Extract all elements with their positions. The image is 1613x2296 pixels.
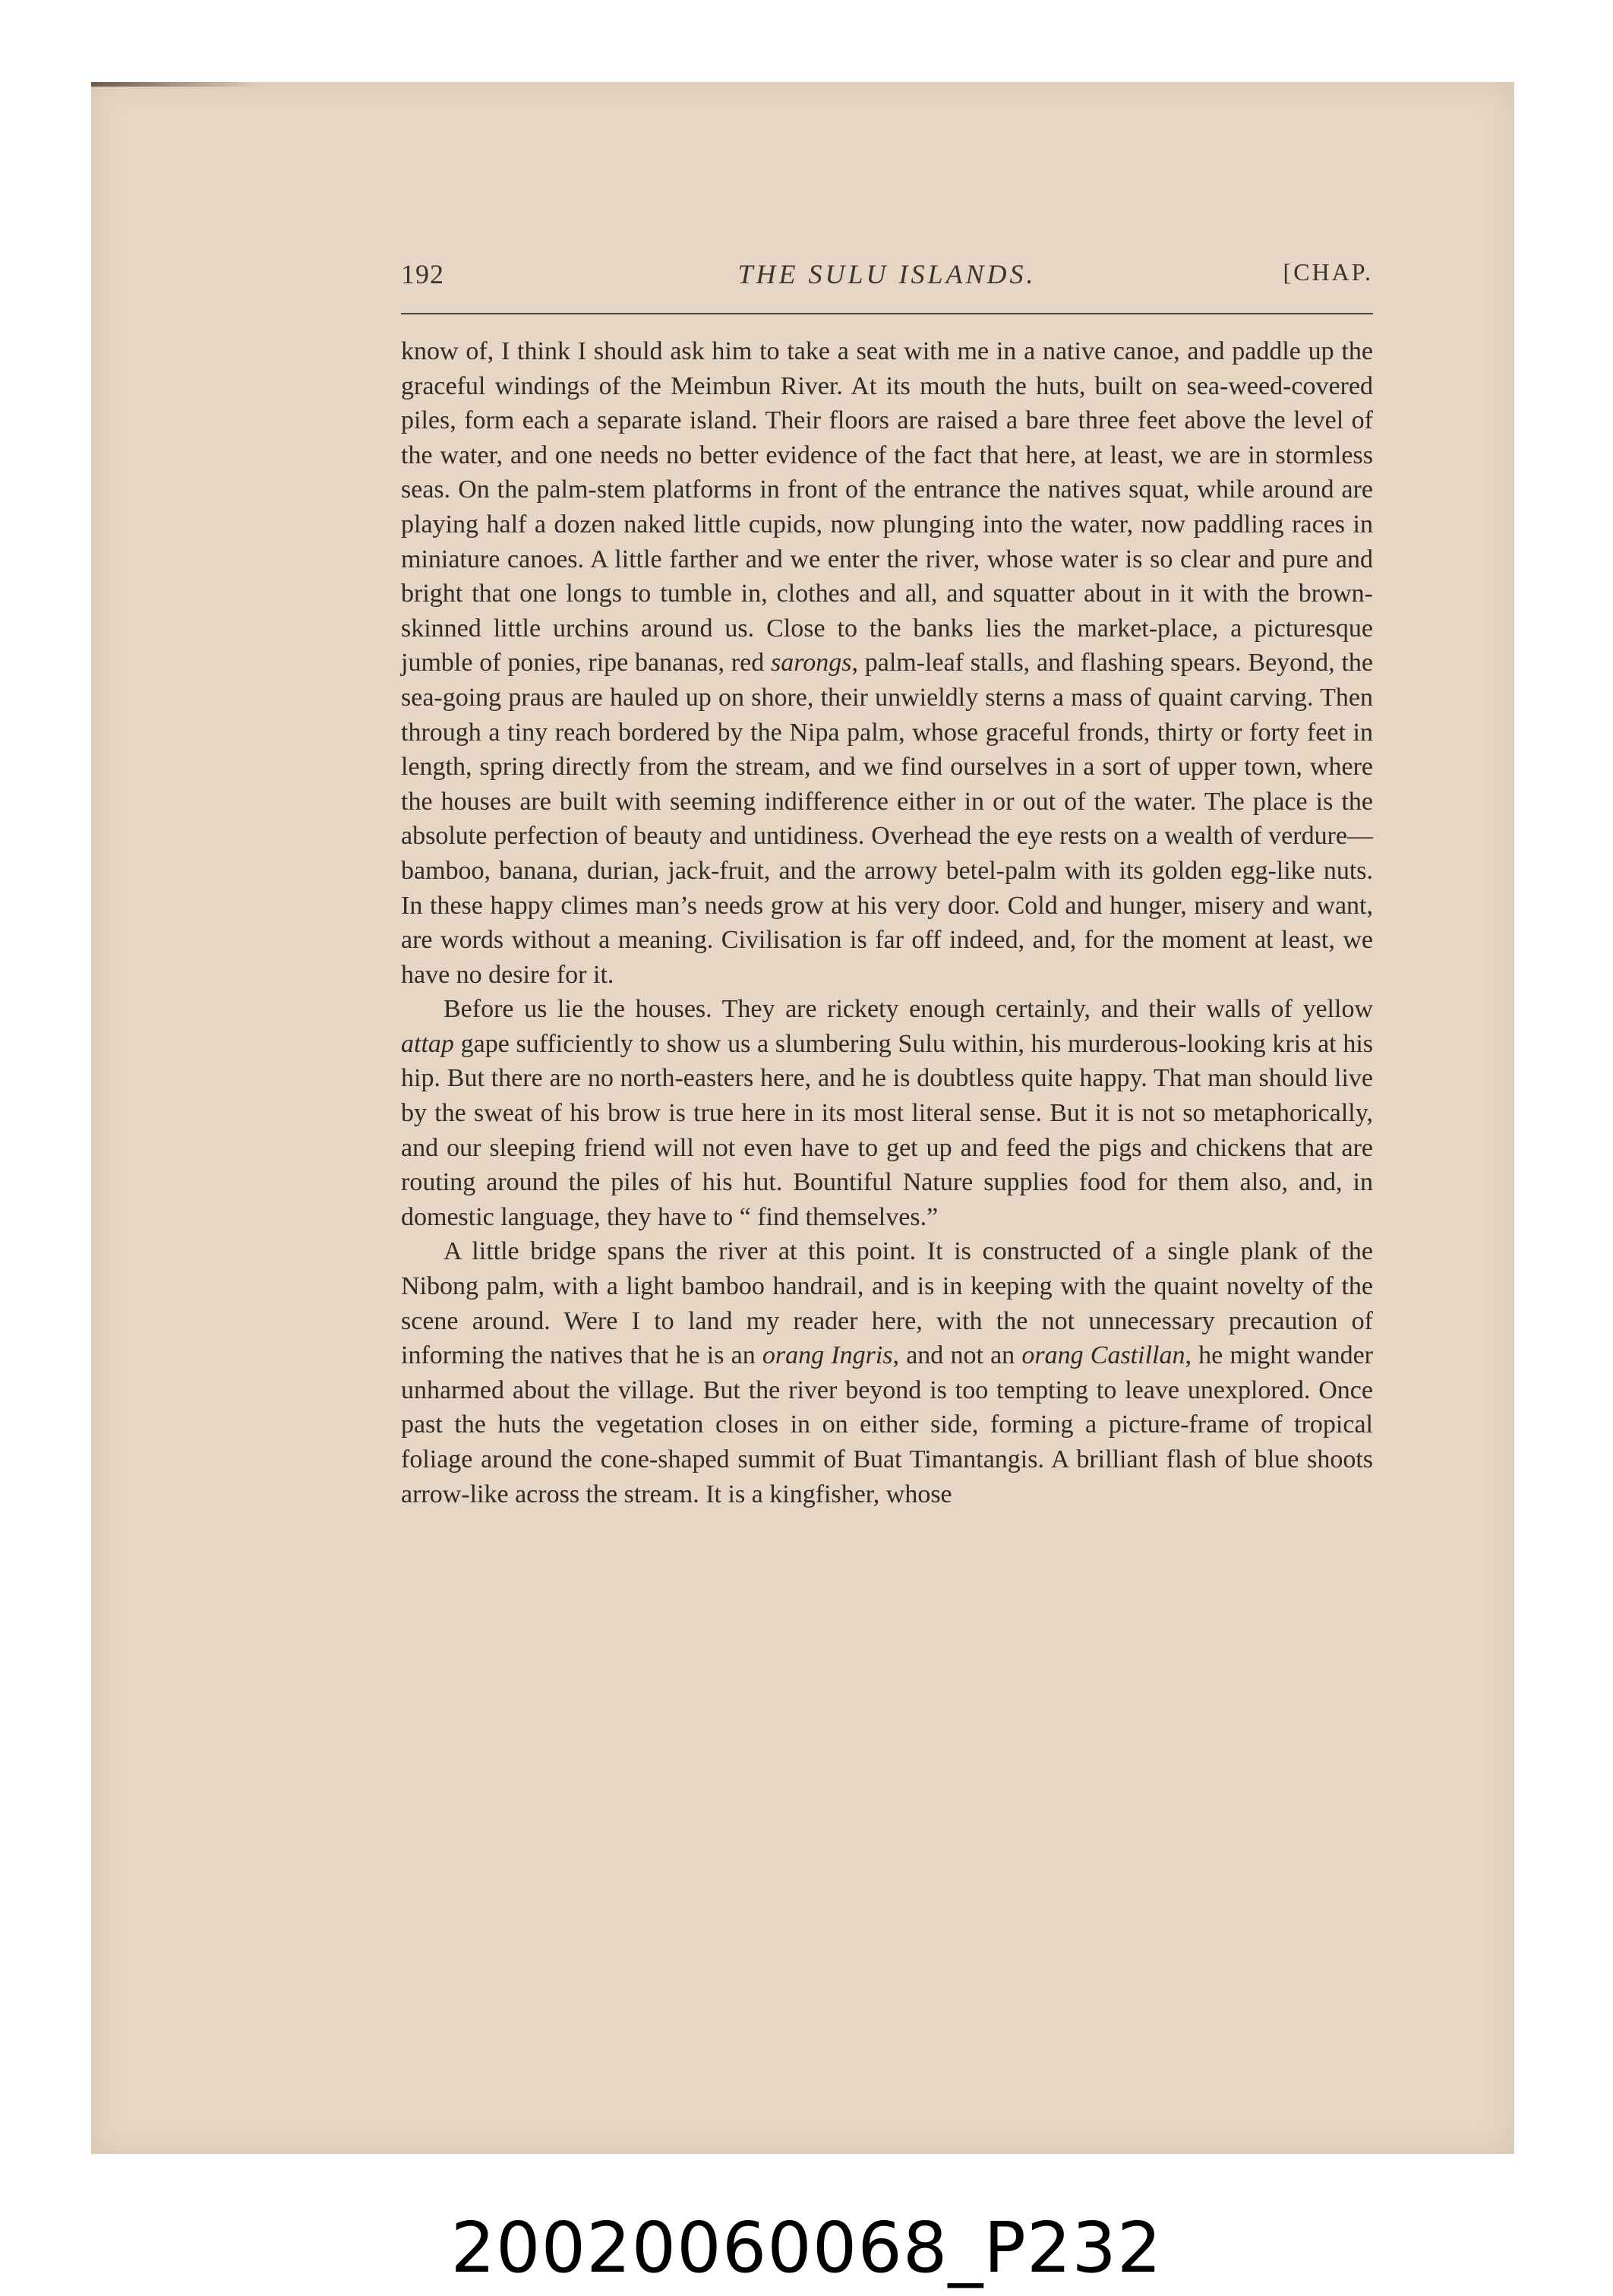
italic-term: sarongs xyxy=(771,649,852,677)
paragraph xyxy=(401,992,1373,1234)
scan-edge-shadow xyxy=(91,82,258,87)
header-rule xyxy=(401,313,1373,314)
paragraph-text: , palm-leaf stalls, and flashing spears. Beyond, the sea-going praus are hauled up on shore, their unwieldly sterns a mass of quaint carving. Then through a tiny reach bordered by the Nipa palm, whose graceful fronds, thirty or forty feet in length, spring directly from the stream, and we find ourselves in a sort of upper town, where the houses are built with seeming indifference either in or out of the water. The place is the absolute perfection of beauty and untidiness. Overhead the eye rests on a wealth of verdure—bamboo, banana, durian, jack-fruit, and the arrowy betel-palm with its golden egg-like nuts. In these happy climes man’s needs grow at his very door. Cold and hunger, misery and want, are words without a meaning. Civilisation is far off indeed, and, for the moment at least, we have no desire for it. xyxy=(401,649,1373,989)
paragraph-text: gape sufficiently to show us a slumbering Sulu within, his murderous-looking kris at his hip. But there are no north-easters here, and he is doubtless quite happy. That man should live by the sweat of his brow is true here in its most literal sense. But it is not so metaphorically, and our sleeping friend will not even have to get up and feed the pigs and chickens that are routing around the piles of his hut. Bountiful Nature supplies food for them also, and, in domestic language, they have to “ find themselves.” xyxy=(401,1029,1373,1231)
paragraph-text: Before us lie the houses. They are rickety enough certainly, and their walls of yellow xyxy=(443,995,1373,1024)
running-title: THE SULU ISLANDS. xyxy=(737,259,1037,289)
paragraph xyxy=(401,334,1373,992)
italic-term: attap xyxy=(401,1029,454,1058)
archive-identifier: 20020060068_P232 xyxy=(450,2207,1163,2288)
page-number: 192 xyxy=(401,259,444,289)
paragraph-text: know of, I think I should ask him to take a seat with me in a native canoe, and paddle up the graceful windings of the Meimbun River. At its mouth the huts, built on sea-weed-covered piles, form each a separate island. Their floors are raised a bare three feet above the level of the water, and one needs no better evidence of the fact that here, at least, we are in stormless seas. On the palm-stem platforms in front of the entrance the natives squat, while around are playing half a dozen naked little cupids, now plunging into the water, now paddling races in miniature canoes. A little farther and we enter the river, whose water is so clear and pure and bright that one longs to tumble in, clothes and all, and squatter about in it with the brown-skinned little urchins around us. Close to the banks lies the market-place, a picturesque jumble of ponies, ripe bananas, red xyxy=(401,337,1373,677)
italic-term: orang Ingris xyxy=(762,1341,893,1370)
page-header xyxy=(401,258,1373,304)
paragraph xyxy=(401,1234,1373,1511)
paragraph-text: , and not an xyxy=(892,1341,1022,1370)
paragraph-text: , he might wander unharmed about the village. But the river beyond is too tempting to leave unexplored. Once past the huts the vegetation closes in on either side, forming a picture-frame of tropical foliage around the cone-shaped summit of Buat Timantangis. A brilliant flash of blue shoots arrow-like across the stream. It is a kingfisher, whose xyxy=(401,1341,1373,1508)
paragraph-text: A little bridge spans the river at this point. It is constructed of a single plank of the Nibong palm, with a light bamboo handrail, and is in keeping with the quaint novelty of the scene around. Were I to land my reader here, with the not unnecessary precaution of informing the natives that he is an xyxy=(401,1237,1373,1370)
italic-term: orang Castillan xyxy=(1021,1341,1185,1370)
body-text xyxy=(401,334,1373,1511)
chapter-mark: [CHAP. xyxy=(1283,258,1373,286)
